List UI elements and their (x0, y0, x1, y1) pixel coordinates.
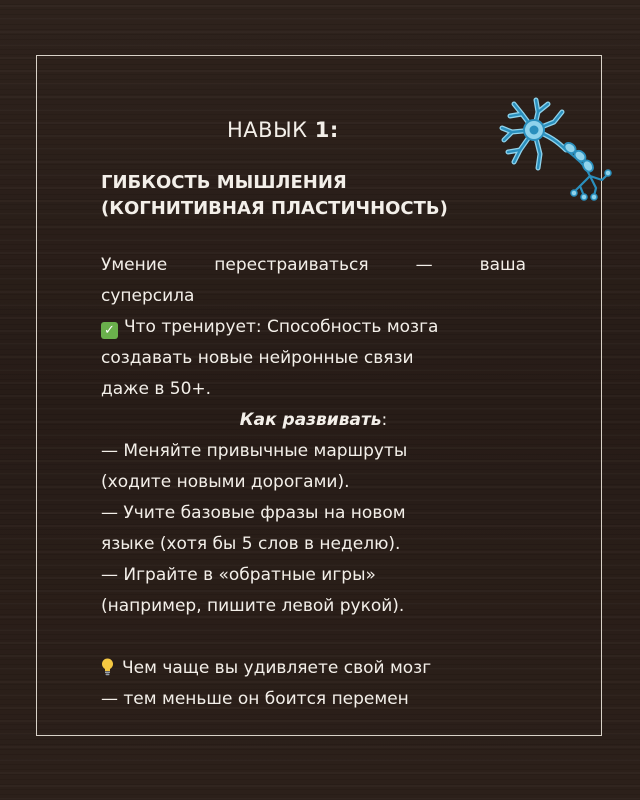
advice-line-1 (101, 653, 526, 684)
tip-line: языке (хотя бы 5 слов в неделю). (101, 534, 401, 554)
how-colon: : (381, 410, 388, 430)
trains-text-1: Что тренирует: Способность мозга (124, 317, 439, 337)
intro-line-2: суперсила (101, 286, 195, 306)
intro-line-1: Умение перестраиваться — ваша (101, 255, 526, 275)
trains-line-2: создавать новые нейронные связи (101, 348, 414, 368)
how-heading (101, 405, 526, 436)
tip-line: — Меняйте привычные маршруты (101, 441, 408, 461)
check-mark-icon: ✓ (101, 322, 118, 339)
skill-label-text: НАВЫК (227, 118, 308, 142)
how-label: Как развивать (239, 410, 382, 430)
skill-title (101, 170, 521, 222)
tip-line: (ходите новыми дорогами). (101, 472, 350, 492)
advice-text-1: Чем чаще вы удивляете свой мозг (122, 658, 432, 678)
trains-line-3: даже в 50+. (101, 379, 212, 399)
skill-number: 1: (314, 118, 339, 142)
tip-line: (например, пишите левой рукой). (101, 596, 405, 616)
skill-title-line-2: (КОГНИТИВНАЯ ПЛАСТИЧНОСТЬ) (101, 198, 448, 219)
skill-description (101, 250, 526, 715)
trains-line-1 (101, 312, 526, 343)
skill-title-line-1: ГИБКОСТЬ МЫШЛЕНИЯ (101, 172, 347, 193)
advice-line-2: — тем меньше он боится перемен (101, 689, 409, 709)
skill-label (227, 118, 339, 142)
light-bulb-icon (101, 658, 114, 676)
tip-line: — Учите базовые фразы на новом (101, 503, 406, 523)
spacer (101, 622, 526, 653)
tip-line: — Играйте в «обратные игры» (101, 565, 376, 585)
